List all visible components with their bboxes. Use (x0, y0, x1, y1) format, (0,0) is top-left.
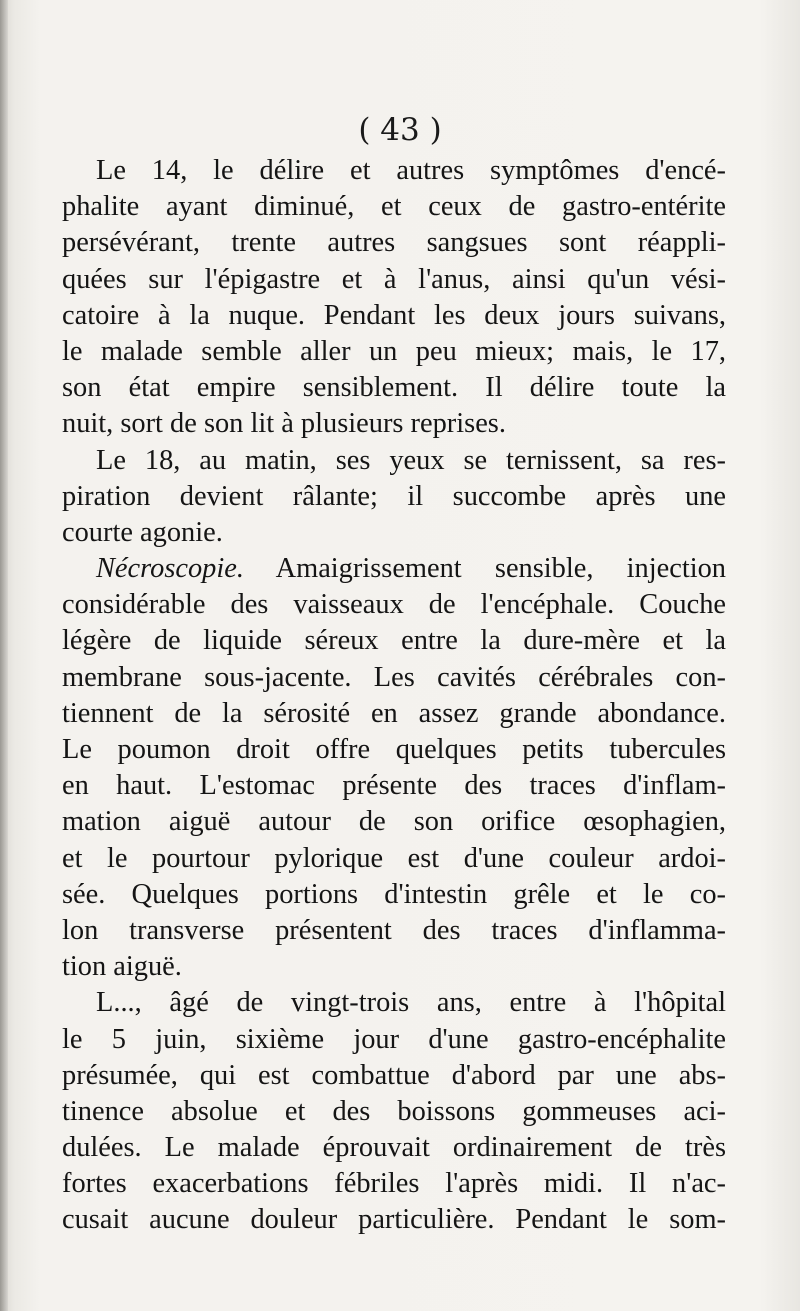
text-line: quées sur l'épigastre et à l'anus, ainsi qu'un vési- (62, 263, 726, 295)
text-line (62, 551, 726, 587)
text-line: tiennent de la sérosité en assez grande abondance. (62, 697, 726, 729)
section-heading-necroscopie: Nécroscopie. (96, 553, 244, 585)
text-line: lon transverse présentent des traces d'inflamma- (62, 914, 726, 946)
text-line-continuation: Amaigrissement sensible, injection (275, 553, 726, 585)
text-line: Le 18, au matin, ses yeux se ternissent, sa res- (96, 444, 726, 476)
text-line: courte agonie. (62, 516, 223, 548)
text-line: sée. Quelques portions d'intestin grêle et le co- (62, 878, 726, 910)
text-line: et le pourtour pylorique est d'une couleur ardoi- (62, 842, 726, 874)
text-line: le malade semble aller un peu mieux; mais, le 17, (62, 335, 726, 367)
text-line: fortes exacerbations fébriles l'après midi. Il n'ac- (62, 1168, 726, 1200)
text-line: cusait aucune douleur particulière. Pendant le som- (62, 1204, 726, 1236)
text-line: piration devient râlante; il succombe après une (62, 480, 726, 512)
text-line: considérable des vaisseaux de l'encéphale. Couche (62, 589, 726, 621)
text-line: catoire à la nuque. Pendant les deux jours suivans, (62, 299, 726, 331)
text-line: Le poumon droit offre quelques petits tubercules (62, 734, 726, 765)
text-line: le 5 juin, sixième jour d'une gastro-encéphalite (62, 1023, 726, 1055)
body-text (62, 153, 726, 1239)
text-line: Le 14, le délire et autres symptômes d'encé- (96, 155, 726, 186)
page-gutter-edge (0, 0, 8, 1311)
text-line: phalite ayant diminué, et ceux de gastro-entérite (62, 191, 726, 223)
text-line: en haut. L'estomac présente des traces d'inflam- (62, 770, 726, 802)
text-line: tion aiguë. (62, 951, 182, 983)
text-line: légère de liquide séreux entre la dure-mère et la (62, 625, 726, 657)
text-line: mation aiguë autour de son orifice œsophagien, (62, 806, 726, 838)
text-line: persévérant, trente autres sangsues sont réappli- (62, 227, 726, 259)
text-line: nuit, sort de son lit à plusieurs reprises. (62, 408, 506, 440)
text-line: présumée, qui est combattue d'abord par une abs- (62, 1059, 726, 1091)
text-line: membrane sous-jacente. Les cavités cérébrales con- (62, 661, 726, 693)
text-line: L..., âgé de vingt-trois ans, entre à l'hôpital (96, 987, 726, 1019)
page-number: ( 43 ) (358, 112, 442, 148)
text-line: son état empire sensiblement. Il délire toute la (62, 372, 726, 404)
text-line: dulées. Le malade éprouvait ordinairement de très (62, 1132, 726, 1164)
text-line: tinence absolue et des boissons gommeuses aci- (62, 1095, 726, 1127)
